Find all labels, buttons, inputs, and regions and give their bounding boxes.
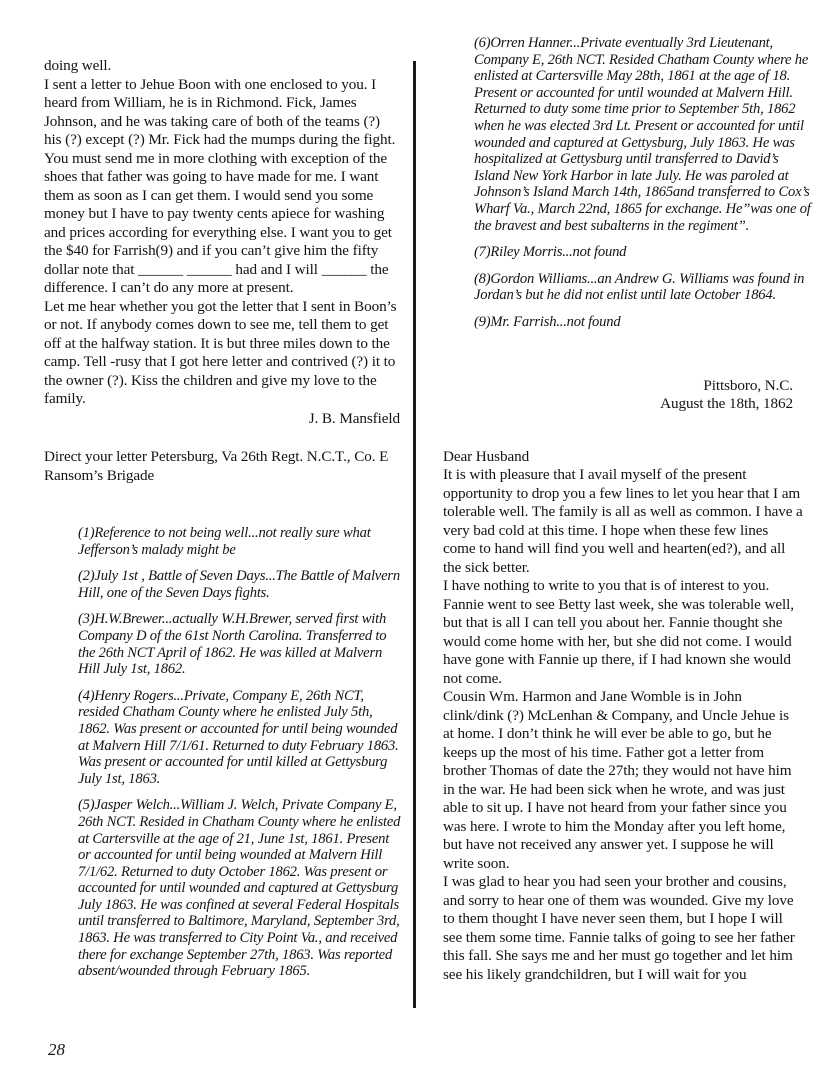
footnote: (7)Riley Morris...not found xyxy=(474,244,627,261)
footnote: (2)July 1st , Battle of Seven Days...The Battle of Malvern Hill, one of the Seven Days fights. xyxy=(78,568,400,601)
letter-paragraph: Cousin Wm. Harmon and Jane Womble is in John clink/dink (?) McLenhan & Company, and Uncle Jehue is at home. I don’t think he will ever be able to go, but he keeps up the most of his time. Father got a letter from brother Thomas of date the 27th; they would not have him in the war. He had been sick when he wrote, and was just able to sit up. I have not heard from your father since you was here. I wrote to him the Monday after you left home, but have not received any answer yet. I suppose he will write soon. xyxy=(443,688,792,872)
letter-paragraph: You must send me in more clothing with exception of the shoes that father was going to have made for me. I want them as soon as I can get them. I would send you some money but I have to pay twenty cents apiece for washing and prices according for everything else. I want you to get the $40 for Farrish(9) and if you can’t give him the fifty dollar note that ______ ______ had and I will ______ the difference. I can’t do any more at present. xyxy=(44,149,392,296)
footnote: (5)Jasper Welch...William J. Welch, Private Company E, 26th NCT. Resided in Chatham County where he enlisted at Cartersville at the age of 21, June 1st, 1861. Present or accounted for until being wounded at Malvern Hill 7/1/62. Returned to duty October 1862. Was present or accounted for until wounded and captured at Gettysburg July 1863. He was confined at several Federal Hospitals until transferred to Baltimore, Maryland, September 3rd, 1863. He was transferred to City Point Va., and received there for exchange September 27th, 1863. Was reported absent/wounded through February 1865. xyxy=(78,797,401,980)
footnote: (4)Henry Rogers...Private, Company E, 26th NCT, resided Chatham County where he enlisted July 5th, 1862. Was present or accounted for until being wounded at Malvern Hill 7/1/61. Returned to duty February 1863. Was present or accounted for until killed at Gettysburg July 1st, 1863. xyxy=(78,687,399,787)
letter-paragraph: I have nothing to write to you that is of interest to you. Fannie went to see Betty last week, she was tolerable well, but that is all I can tell you about her. Fannie thought she would come home with her, but she did not come. I would have gone with Fannie up there, if I had known she would not come. xyxy=(443,577,794,687)
letter-paragraph: Let me hear whether you got the letter that I sent in Boon’s or not. If anybody comes down to see me, tell them to get off at the halfway station. It is but three miles down to the camp. Tell -rusy that I got here letter and contrived (?) it to the owner (?). Kiss the children and give my love to the family. xyxy=(44,297,397,407)
salutation: Dear Husband xyxy=(443,447,530,465)
letter-paragraph: I sent a letter to Jehue Boon with one enclosed to you. I heard from William, he is in Richmond. Fick, James Johnson, and he was taking care of both of the teams (?) his (?) except (?) Mr. Fick had the mumps during the fight. xyxy=(44,75,396,148)
letter-paragraph: doing well. xyxy=(44,57,112,74)
dateline xyxy=(443,377,793,414)
page-number: 28 xyxy=(48,1040,65,1059)
signature: J. B. Mansfield xyxy=(308,409,400,427)
letter-paragraph: It is with pleasure that I avail myself of the present opportunity to drop you a few lines to let you hear that I am tolerable well. The family is all as well as common. I have a very bad cold at this time. I hope when these few lines come to hand will find you well and hearten(ed?), and all the sick better. xyxy=(443,466,803,576)
letter-from-wife xyxy=(443,448,803,985)
footnote: (3)H.W.Brewer...actually W.H.Brewer, served first with Company D of the 61st North Carolina. Transferred to the 26th NCT April of 1862. He was killed at Malvern Hill July 1st, 1862. xyxy=(78,611,387,678)
column-divider xyxy=(413,61,416,1008)
footnote: (6)Orren Hanner...Private eventually 3rd Lieutenant, Company E, 26th NCT. Resided Chatham County where he enlisted at Cartersville May 28th, 1861 at the age of 18. Present or accounted for until wounded at Malvern Hill. Returned to duty some time prior to September 5th, 1862 when he was elected 3rd Lt. Present or accounted for until wounded and captured at Gettysburg, July 1863. He was hospitalized at Gettysburg until transferred to David’s Island New York Harbor in late July. He was paroled at Johnson’s Island March 14th, 1865and transferred to Cox’s Wharf Va., March 22nd, 1865 for exchange. He”was one of the bravest and best subalterns in the regiment”. xyxy=(474,35,811,234)
address-line: Direct your letter Petersburg, Va 26th Regt. N.C.T., Co. E xyxy=(44,448,389,465)
address-line: Ransom’s Brigade xyxy=(44,466,155,484)
dateline-date: August the 18th, 1862 xyxy=(660,395,793,412)
footnotes-right xyxy=(474,35,812,331)
letter-paragraph: I was glad to hear you had seen your brother and cousins, and sorry to hear one of them was wounded. Give my love to them thought I have never seen them, but I hope I will see them some time. Fannie talks of going to see her father this fall. She says me and her must go together and let him see his likely grandchildren, but I will wait for you xyxy=(443,873,795,983)
left-column xyxy=(44,57,400,990)
footnote: (9)Mr. Farrish...not found xyxy=(474,313,621,330)
right-column xyxy=(443,35,811,984)
letter-from-mansfield xyxy=(44,57,400,485)
dateline-place: Pittsboro, N.C. xyxy=(703,376,793,394)
footnote: (1)Reference to not being well...not really sure what Jefferson’s malady might be xyxy=(78,525,371,558)
footnotes-left xyxy=(78,525,404,980)
footnote: (8)Gordon Williams...an Andrew G. Williams was found in Jordan’s but he did not enlist until late October 1864. xyxy=(474,270,805,304)
